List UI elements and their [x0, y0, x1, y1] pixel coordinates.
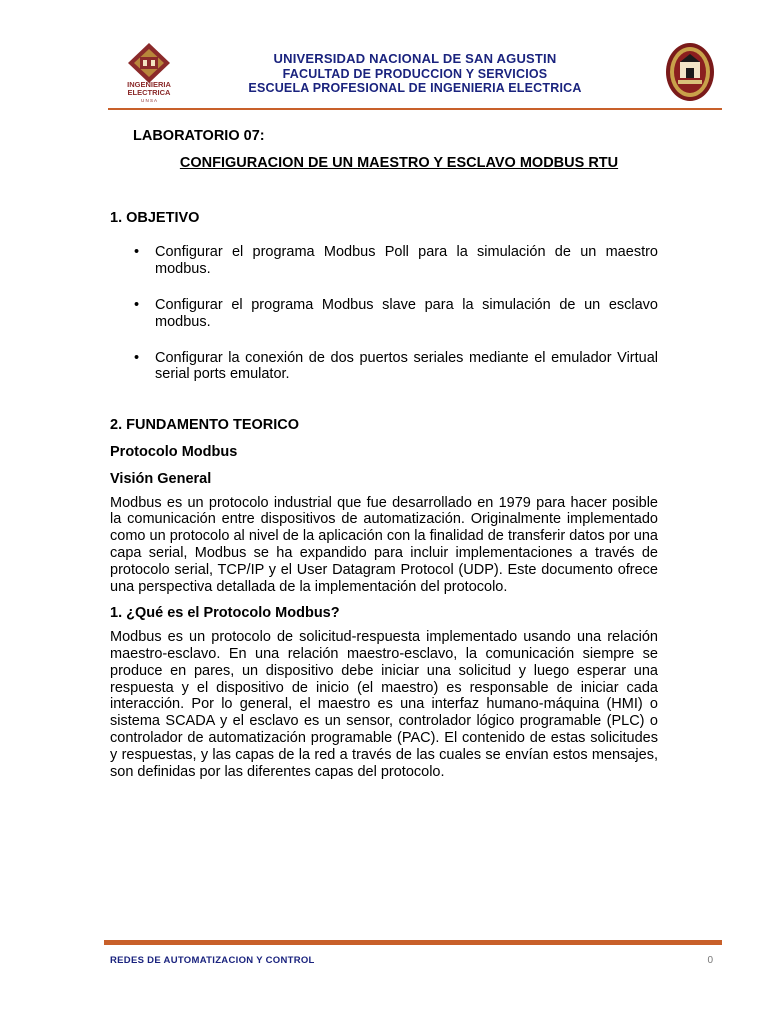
footer-course-name: REDES DE AUTOMATIZACION Y CONTROL [110, 955, 315, 966]
header-divider [108, 108, 722, 110]
lab-number: LABORATORIO 07: [133, 128, 265, 144]
document-body [110, 128, 658, 780]
page-number: 0 [707, 955, 713, 966]
paragraph-definition: Modbus es un protocolo de solicitud-respuesta implementado usando una relación maestro-esclavo. En una relación maestro-esclavo, la comunicación siempre se produce en pares, un dispositivo debe iniciar una solicitud y luego esperar una respuesta y el dispositivo de inicio (el maestro) es responsable de iniciar cada interacción. Por lo general, el maestro es una interfaz humano-máquina (HMI) o sistema SCADA y el esclavo es un sensor, controlador lógico programable (PLC) o controlador de automatización programable (PAC). El contenido de estas solicitudes y respuestas, y las capas de la red a través de las cuales se envían estos mensajes, son definidas por las diferentes capas del protocolo. [110, 629, 658, 780]
objectives-list [110, 244, 658, 383]
bullet-icon: • [134, 296, 140, 313]
list-item: • Configurar el programa Modbus Poll para la simulación de un maestro modbus. [134, 244, 658, 278]
subheading-question: 1. ¿Qué es el Protocolo Modbus? [110, 605, 340, 622]
list-item: • Configurar la conexión de dos puertos seriales mediante el emulador Virtual serial ports emulator. [134, 349, 658, 383]
page-header [108, 38, 722, 110]
list-item: • Configurar el programa Modbus slave para la simulación de un esclavo modbus. [134, 296, 658, 330]
university-name: UNIVERSIDAD NACIONAL DE SAN AGUSTIN [273, 51, 557, 66]
bullet-icon: • [134, 349, 140, 366]
svg-text:U N S A: U N S A [140, 98, 158, 103]
section-objetivo-heading: 1. OBJETIVO [110, 209, 200, 226]
bullet-icon: • [134, 244, 140, 261]
paragraph-overview: Modbus es un protocolo industrial que fue desarrollado en 1979 para hacer posible la comunicación entre dispositivos de automatización. Originalmente implementado como un protocolo al nivel de la aplicación con la finalidad de transferir datos por una capa serial, Modbus se ha expandido para incluir implementaciones a través de protocolo serial, TCP/IP y el User Datagram Protocol (UDP). Este documento ofrece una perspectiva detallada de la implementación del protocolo. [110, 494, 658, 595]
section-fundamento-heading: 2. FUNDAMENTO TEORICO [110, 417, 300, 434]
institution-heading [198, 52, 632, 96]
faculty-logo [118, 41, 180, 105]
svg-text:ELECTRICA: ELECTRICA [127, 88, 171, 97]
subheading-protocolo: Protocolo Modbus [110, 443, 238, 460]
university-seal [658, 40, 722, 104]
school-name: ESCUELA PROFESIONAL DE INGENIERIA ELECTRICA [248, 81, 582, 95]
subheading-vision: Visión General [110, 470, 212, 487]
svg-text:INGENIERIA: INGENIERIA [127, 80, 171, 89]
lab-title: CONFIGURACION DE UN MAESTRO Y ESCLAVO MODBUS RTU [179, 154, 619, 171]
faculty-name: FACULTAD DE PRODUCCION Y SERVICIOS [282, 66, 548, 81]
footer-divider [104, 940, 722, 945]
